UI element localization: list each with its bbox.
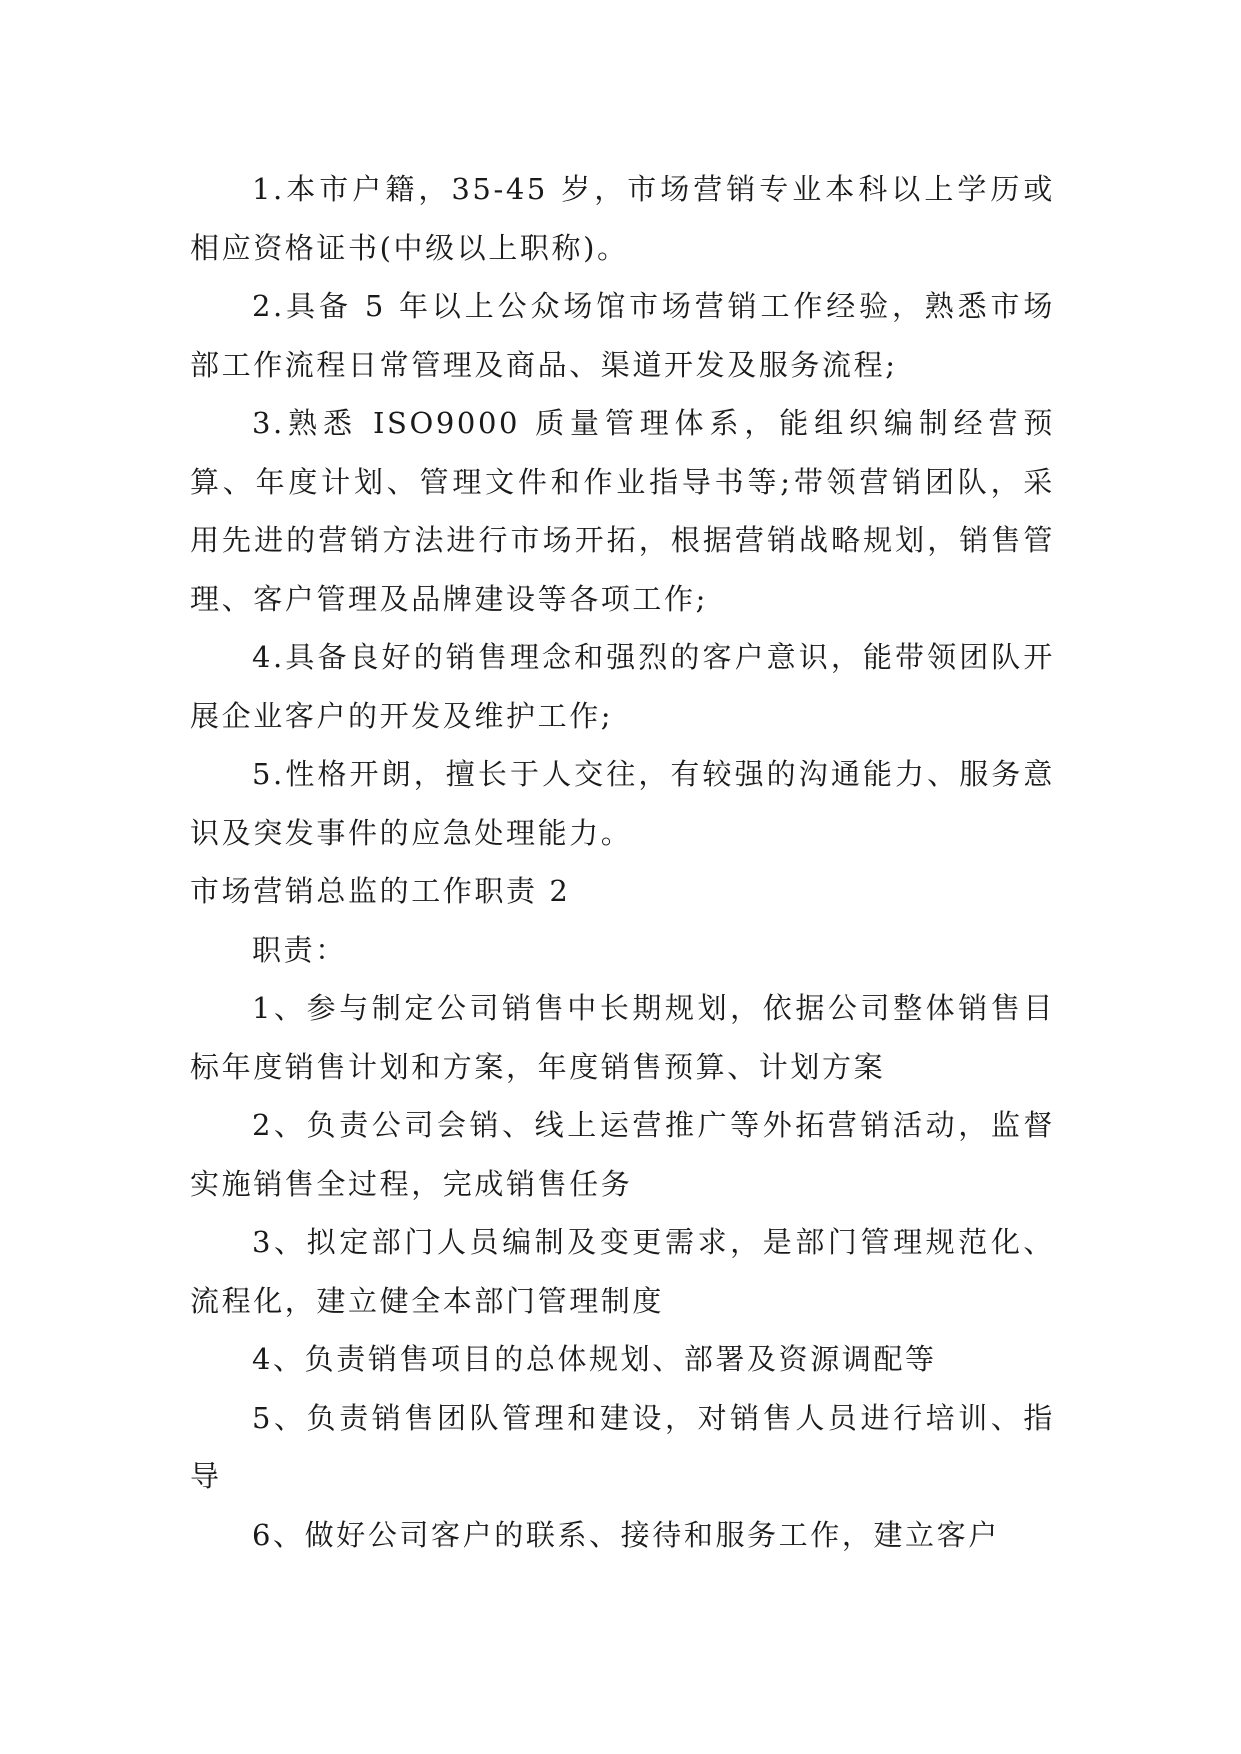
section-title: 市场营销总监的工作职责 2	[190, 874, 571, 908]
duty-item-5: 5、负责销售团队管理和建设，对销售人员进行培训、指导	[190, 1400, 1055, 1493]
requirement-item-1: 1.本市户籍，35-45 岁，市场营销专业本科以上学历或相应资格证书(中级以上职称)。	[190, 172, 1055, 265]
document-body	[190, 160, 1055, 1564]
duty-item-3: 3、拟定部门人员编制及变更需求，是部门管理规范化、流程化，建立健全本部门管理制度	[190, 1225, 1055, 1318]
duty-item-1: 1、参与制定公司销售中长期规划，依据公司整体销售目标年度销售计划和方案，年度销售预算、计划方案	[190, 991, 1055, 1084]
requirement-item-3: 3.熟悉 ISO9000 质量管理体系，能组织编制经营预算、年度计划、管理文件和作业指导书等;带领营销团队，采用先进的营销方法进行市场开拓，根据营销战略规划，销售管理、客户管理及品牌建设等各项工作;	[190, 406, 1055, 616]
duties-label: 职责：	[252, 932, 347, 967]
requirement-item-5: 5.性格开朗，擅长于人交往，有较强的沟通能力、服务意识及突发事件的应急处理能力。	[190, 757, 1055, 850]
duty-item-2: 2、负责公司会销、线上运营推广等外拓营销活动，监督实施销售全过程，完成销售任务	[190, 1108, 1055, 1201]
duty-item-4: 4、负责销售项目的总体规划、部署及资源调配等	[252, 1342, 937, 1376]
requirement-item-2: 2.具备 5 年以上公众场馆市场营销工作经验，熟悉市场部工作流程日常管理及商品、渠道开发及服务流程;	[190, 289, 1055, 382]
duty-item-6: 6、做好公司客户的联系、接待和服务工作，建立客户	[252, 1517, 1000, 1552]
requirement-item-4: 4.具备良好的销售理念和强烈的客户意识，能带领团队开展企业客户的开发及维护工作;	[190, 640, 1055, 733]
